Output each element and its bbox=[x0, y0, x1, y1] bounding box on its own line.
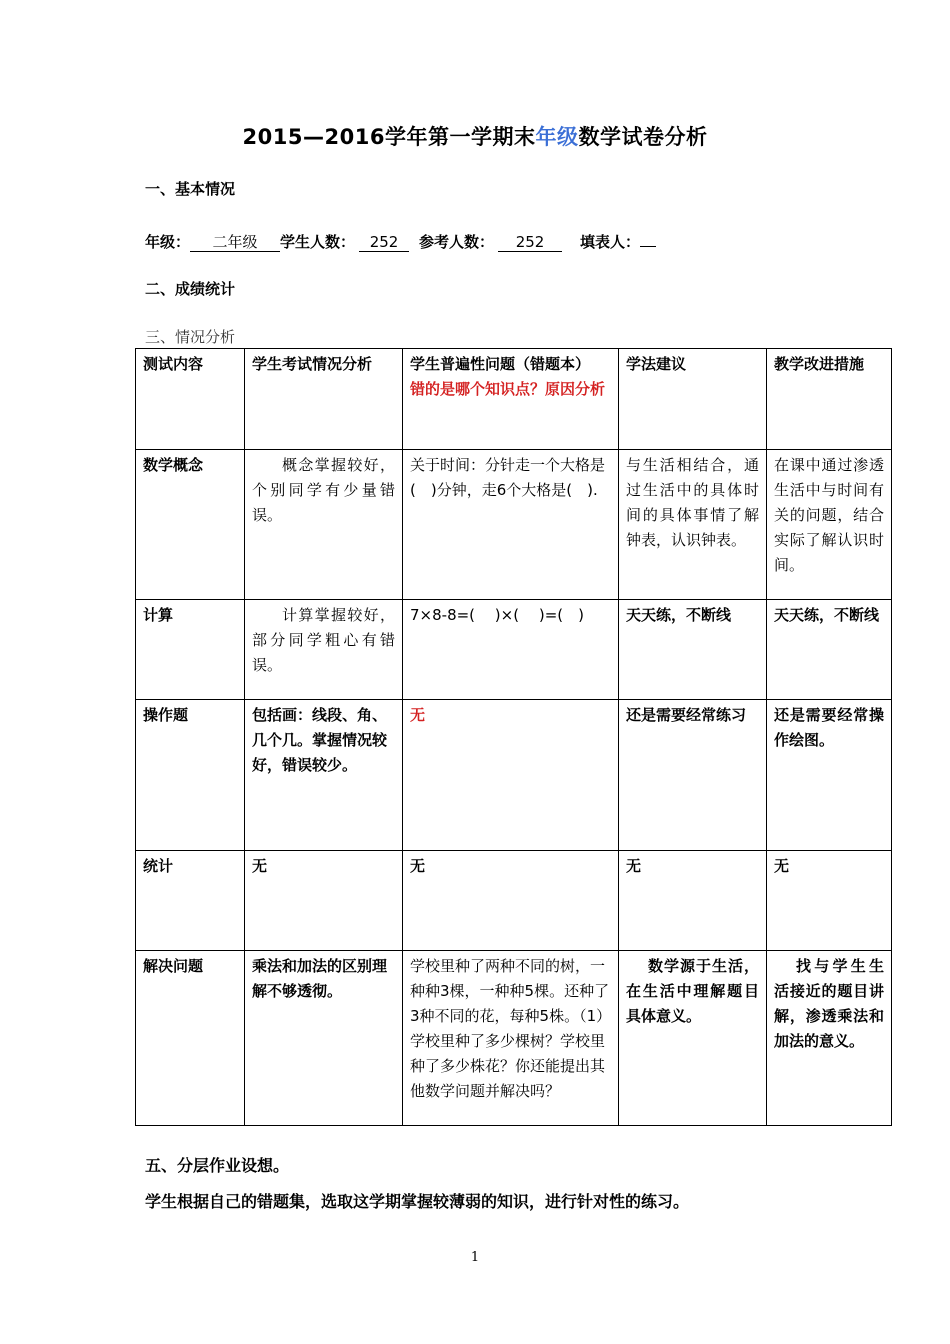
row-concept-problem: 关于时间：分针走一个大格是( )分钟，走6个大格是( ). bbox=[403, 450, 619, 600]
row-operation-advice: 还是需要经常练习 bbox=[619, 700, 767, 851]
header-common-problems-line2: 错的是哪个知识点？原因分析 bbox=[410, 380, 606, 398]
page-number: 1 bbox=[470, 1250, 480, 1265]
row-statistics-advice: 无 bbox=[619, 851, 767, 951]
section-homework-heading: 五、分层作业设想。 bbox=[145, 1156, 290, 1175]
row-statistics-improvement: 无 bbox=[767, 851, 892, 951]
title-part1: 2015—2016学年第一学期末 bbox=[242, 125, 536, 149]
row-concept-analysis: 概念掌握较好，个别同学有少量错误。 bbox=[245, 450, 403, 600]
row-problem-solving-advice: 数学源于生活，在生活中理解题目具体意义。 bbox=[619, 951, 767, 1126]
row-calc-improvement: 天天练，不断线 bbox=[767, 600, 892, 700]
row-operation-label: 操作题 bbox=[136, 700, 245, 851]
title-highlight: 年级 bbox=[535, 125, 579, 149]
row-concept-improvement: 在课中通过渗透生活中与时间有关的问题，结合实际了解认识时间。 bbox=[767, 450, 892, 600]
header-teaching-improvement: 教学改进措施 bbox=[767, 349, 892, 450]
row-concept-advice: 与生活相结合，通过生活中的具体时间的具体事情了解钟表，认识钟表。 bbox=[619, 450, 767, 600]
row-statistics-label: 统计 bbox=[136, 851, 245, 951]
row-operation-analysis: 包括画：线段、角、几个几。掌握情况较好，错误较少。 bbox=[245, 700, 403, 851]
table-row bbox=[136, 700, 892, 851]
participants-value: 252 bbox=[498, 233, 562, 252]
header-common-problems-line1: 学生普遍性问题（错题本） bbox=[410, 355, 591, 373]
analysis-table bbox=[135, 348, 892, 1126]
row-operation-improvement: 还是需要经常操作绘图。 bbox=[767, 700, 892, 851]
header-common-problems bbox=[403, 349, 619, 450]
section-analysis-heading: 三、情况分析 bbox=[145, 328, 236, 346]
row-calc-analysis: 计算掌握较好，部分同学粗心有错误。 bbox=[245, 600, 403, 700]
filler-value bbox=[640, 228, 656, 247]
students-label: 学生人数： bbox=[280, 233, 356, 251]
header-student-analysis: 学生考试情况分析 bbox=[245, 349, 403, 450]
header-study-advice: 学法建议 bbox=[619, 349, 767, 450]
row-operation-problem: 无 bbox=[403, 700, 619, 851]
header-test-content: 测试内容 bbox=[136, 349, 245, 450]
grade-label: 年级： bbox=[145, 233, 191, 251]
table-row bbox=[136, 600, 892, 700]
title-part2: 数学试卷分析 bbox=[578, 125, 708, 149]
table-row bbox=[136, 450, 892, 600]
row-statistics-problem: 无 bbox=[403, 851, 619, 951]
table-row bbox=[136, 951, 892, 1126]
row-calc-advice: 天天练，不断线 bbox=[619, 600, 767, 700]
row-calc-problem: 7×8-8=( )×( )=( ) bbox=[403, 600, 619, 700]
row-statistics-analysis: 无 bbox=[245, 851, 403, 951]
participants-label: 参考人数： bbox=[419, 233, 495, 251]
filler-label: 填表人： bbox=[580, 233, 641, 251]
row-problem-solving-analysis: 乘法和加法的区别理解不够透彻。 bbox=[245, 951, 403, 1126]
basic-info-line bbox=[145, 228, 656, 252]
page-title bbox=[0, 121, 950, 151]
row-problem-solving-improvement: 找与学生生活接近的题目讲解，渗透乘法和加法的意义。 bbox=[767, 951, 892, 1126]
grade-value: 二年级 bbox=[190, 233, 280, 252]
row-problem-solving-problem: 学校里种了两种不同的树，一种种3棵，一种种5棵。还种了3种不同的花，每种5株。（1）学校里种了多少棵树？学校里种了多少株花？你还能提出其他数学问题并解决吗？ bbox=[403, 951, 619, 1126]
section-scores-heading: 二、成绩统计 bbox=[145, 280, 236, 298]
row-concept-label: 数学概念 bbox=[136, 450, 245, 600]
students-value: 252 bbox=[359, 233, 409, 252]
row-calc-label: 计算 bbox=[136, 600, 245, 700]
row-problem-solving-label: 解决问题 bbox=[136, 951, 245, 1126]
section-basic-heading: 一、基本情况 bbox=[145, 180, 236, 198]
table-header-row bbox=[136, 349, 892, 450]
section-homework-text: 学生根据自己的错题集，选取这学期掌握较薄弱的知识，进行针对性的练习。 bbox=[145, 1192, 690, 1211]
table-row bbox=[136, 851, 892, 951]
